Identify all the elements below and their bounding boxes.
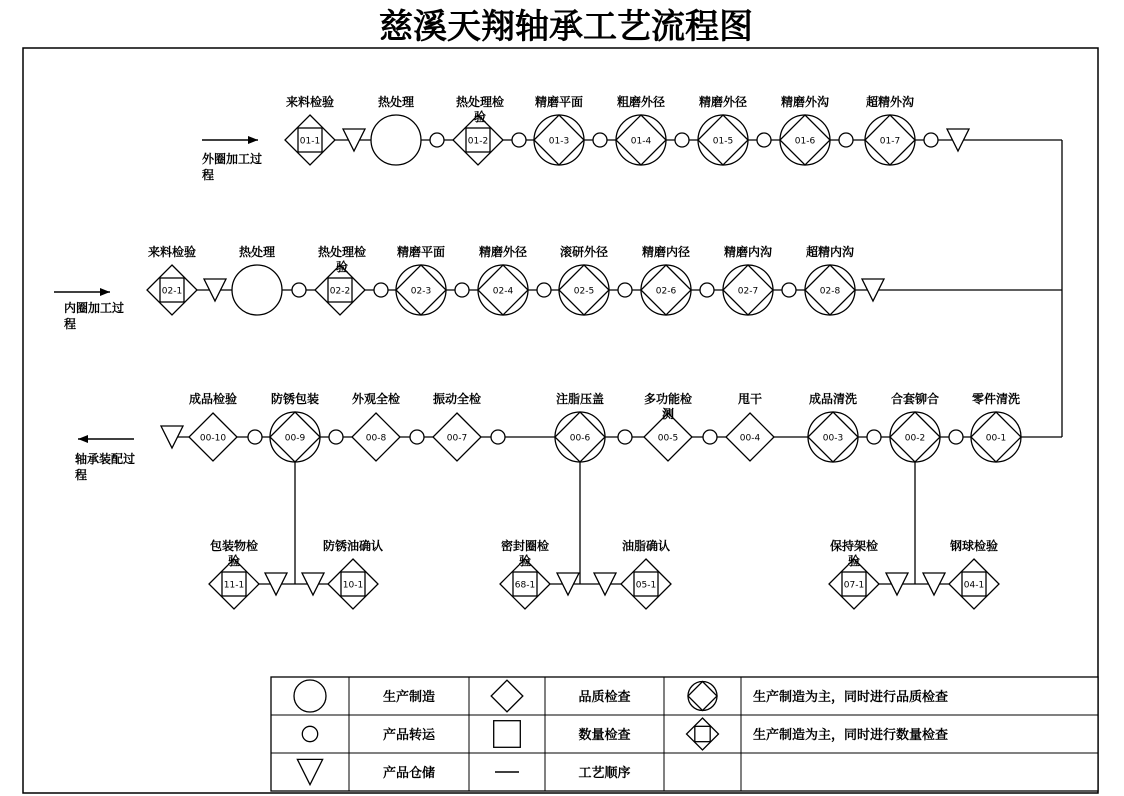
dot-symbol: [700, 283, 714, 297]
node-code: 00-1: [985, 433, 1007, 444]
flow-node-diamond-square: [500, 538, 550, 609]
dot-symbol: [302, 726, 317, 741]
node-label: 精磨外径: [698, 95, 748, 109]
node-label: 保持架检: [829, 539, 879, 553]
circle-symbol: [232, 265, 282, 315]
flow-label: 轴承装配过: [75, 452, 136, 466]
flow-node-dot: [537, 283, 551, 297]
node-label: 防锈油确认: [322, 539, 384, 553]
node-label: 热处理: [377, 95, 415, 109]
node-code: 00-10: [199, 433, 227, 444]
flow-node-circle-diamond: [890, 391, 940, 462]
flow-node-circle-diamond: [616, 94, 666, 165]
flow-node-circle-diamond: [805, 244, 855, 315]
node-label: 防锈包装: [270, 392, 320, 406]
node-label: 验: [227, 554, 241, 568]
dot-symbol: [618, 283, 632, 297]
node-label: 精磨平面: [534, 95, 584, 109]
node-label: 零件清洗: [971, 392, 1021, 406]
node-label: 测: [661, 407, 675, 421]
node-label: 精磨内径: [641, 245, 691, 259]
legend-label: 数量检查: [578, 728, 631, 743]
flow-node-dot: [512, 133, 526, 147]
flow-node-diamond-square: [315, 244, 367, 315]
node-code: 02-1: [161, 286, 183, 297]
node-label: 密封圈检: [500, 539, 550, 553]
node-code: 00-5: [657, 433, 679, 444]
node-code: 02-3: [410, 286, 432, 297]
flow-node-dot: [867, 430, 881, 444]
node-label: 精磨外径: [478, 245, 528, 259]
flow-node-dot: [374, 283, 388, 297]
flow-node-dot: [618, 430, 632, 444]
node-label: 成品检验: [188, 392, 238, 406]
node-label: 精磨外沟: [780, 95, 830, 109]
flow-node-dot: [491, 430, 505, 444]
node-label: 钢球检验: [949, 539, 999, 553]
node-label: 包装物检: [209, 539, 259, 553]
node-label: 超精内沟: [805, 245, 855, 259]
flow-node-diamond-square: [829, 538, 879, 609]
node-label: 验: [518, 554, 532, 568]
dot-symbol: [329, 430, 343, 444]
dot-symbol: [491, 430, 505, 444]
flow-label: 内圈加工过: [64, 301, 125, 315]
flow-node-dot: [700, 283, 714, 297]
node-label: 精磨内沟: [723, 245, 773, 259]
circle-symbol: [294, 680, 326, 712]
legend-label: 生产制造为主，同时进行品质检查: [753, 690, 949, 705]
flow-node-circle-diamond: [270, 391, 320, 462]
node-code: 01-4: [630, 136, 652, 147]
flow-node-dot: [292, 283, 306, 297]
flow-node-circle-diamond: [396, 244, 446, 315]
flow-node-dot: [430, 133, 444, 147]
node-code: 02-5: [573, 286, 595, 297]
flow-node-dot: [703, 430, 717, 444]
flow-label: 程: [75, 468, 88, 482]
flow-node-dot: [593, 133, 607, 147]
flow-node-diamond-square: [453, 94, 505, 165]
node-code: 00-4: [739, 433, 761, 444]
node-code: 01-3: [548, 136, 570, 147]
node-code: 00-8: [365, 433, 387, 444]
flow-node-diamond-square: [621, 538, 671, 609]
flow-node-diamond: [352, 391, 401, 461]
legend-label: 产品转运: [382, 728, 436, 743]
dot-symbol: [537, 283, 551, 297]
flow-node-circle: [371, 94, 421, 165]
circle-symbol: [371, 115, 421, 165]
dot-symbol: [248, 430, 262, 444]
legend-label: 工艺顺序: [578, 766, 631, 781]
flow-node-dot: [329, 430, 343, 444]
flow-node-dot: [782, 283, 796, 297]
legend-label: 生产制造: [382, 690, 436, 705]
square-symbol: [695, 726, 710, 741]
dot-symbol: [924, 133, 938, 147]
node-label: 油脂确认: [621, 539, 671, 553]
node-code: 00-6: [569, 433, 591, 444]
dot-symbol: [703, 430, 717, 444]
flow-node-diamond: [726, 391, 774, 461]
arrow-head: [248, 136, 258, 144]
node-code: 00-9: [284, 433, 306, 444]
node-label: 滚研外径: [559, 245, 609, 259]
node-label: 验: [473, 110, 487, 124]
flow-node-diamond-square: [147, 244, 197, 315]
node-label: 热处理: [238, 245, 276, 259]
node-code: 02-8: [819, 286, 841, 297]
flow-node-dot: [949, 430, 963, 444]
node-code: 00-2: [904, 433, 926, 444]
node-label: 合套铆合: [890, 392, 940, 406]
node-code: 02-4: [492, 286, 514, 297]
flow-label: 程: [64, 317, 77, 331]
flow-node-diamond: [644, 391, 693, 461]
legend-table: [271, 677, 1098, 791]
dot-symbol: [757, 133, 771, 147]
node-code: 10-1: [342, 580, 364, 591]
node-label: 超精外沟: [865, 95, 915, 109]
node-label: 振动全检: [432, 392, 482, 406]
dot-symbol: [374, 283, 388, 297]
node-label: 多功能检: [643, 392, 693, 406]
node-label: 精磨平面: [396, 245, 446, 259]
flow-node-circle-diamond: [780, 94, 830, 165]
legend-label: 生产制造为主，同时进行数量检查: [753, 728, 949, 743]
flow-label: 外圈加工过: [202, 152, 263, 166]
flow-node-circle-diamond: [641, 244, 691, 315]
node-label: 验: [335, 260, 349, 274]
flow-node-diamond-square: [285, 94, 335, 165]
node-code: 02-7: [737, 286, 759, 297]
flow-node-diamond-square: [209, 538, 259, 609]
node-label: 粗磨外径: [616, 95, 666, 109]
flow-node-diamond: [432, 391, 482, 461]
node-code: 00-7: [446, 433, 468, 444]
flow-node-dot: [248, 430, 262, 444]
flow-direction-label: [75, 435, 135, 482]
node-label: 注脂压盖: [555, 392, 605, 406]
diagram-title: 慈溪天翔轴承工艺流程图: [379, 7, 753, 47]
flow-node-circle-diamond: [534, 94, 584, 165]
node-code: 02-2: [329, 286, 351, 297]
flow-node-dot: [455, 283, 469, 297]
arrow-head: [100, 288, 110, 296]
node-code: 11-1: [223, 580, 245, 591]
dot-symbol: [292, 283, 306, 297]
node-label: 外观全检: [351, 392, 401, 406]
flow-node-dot: [618, 283, 632, 297]
node-label: 来料检验: [147, 245, 197, 259]
dot-symbol: [867, 430, 881, 444]
dot-symbol: [410, 430, 424, 444]
arrow-head: [78, 435, 88, 443]
node-code: 01-1: [299, 136, 321, 147]
legend-label: 品质检查: [578, 690, 631, 705]
flow-node-diamond: [189, 391, 237, 461]
flow-node-dot: [757, 133, 771, 147]
flow-node-diamond-square: [323, 538, 383, 609]
node-code: 00-3: [822, 433, 844, 444]
square-symbol: [494, 721, 521, 748]
node-label: 成品清洗: [808, 392, 858, 406]
flow-node-circle-diamond: [808, 391, 858, 462]
dot-symbol: [839, 133, 853, 147]
flow-node-circle-diamond: [555, 391, 605, 462]
flow-node-circle-diamond: [971, 391, 1021, 462]
node-label: 甩干: [737, 392, 763, 406]
flow-direction-label: [54, 288, 124, 331]
flow-node-dot: [675, 133, 689, 147]
dot-symbol: [782, 283, 796, 297]
node-code: 02-6: [655, 286, 677, 297]
flow-node-circle-diamond: [865, 94, 915, 165]
node-code: 01-6: [794, 136, 816, 147]
dot-symbol: [512, 133, 526, 147]
dot-symbol: [618, 430, 632, 444]
flow-node-circle-diamond: [559, 244, 609, 315]
node-code: 01-2: [467, 136, 489, 147]
flow-node-circle-diamond: [698, 94, 748, 165]
node-code: 01-7: [879, 136, 901, 147]
dot-symbol: [455, 283, 469, 297]
node-code: 68-1: [514, 580, 536, 591]
node-label: 热处理检: [317, 245, 367, 259]
node-code: 04-1: [963, 580, 985, 591]
dot-symbol: [430, 133, 444, 147]
flow-label: 程: [202, 168, 215, 182]
legend-label: 产品仓储: [382, 766, 436, 781]
flow-node-circle-diamond: [478, 244, 528, 315]
flow-node-dot: [410, 430, 424, 444]
flow-node-circle-diamond: [723, 244, 773, 315]
dot-symbol: [675, 133, 689, 147]
flow-node-dot: [924, 133, 938, 147]
node-label: 验: [847, 554, 861, 568]
node-code: 01-5: [712, 136, 734, 147]
flow-direction-label: [202, 136, 262, 182]
flow-node-dot: [839, 133, 853, 147]
node-code: 07-1: [843, 580, 865, 591]
node-label: 热处理检: [455, 95, 505, 109]
node-label: 来料检验: [285, 95, 335, 109]
dot-symbol: [949, 430, 963, 444]
flow-node-circle: [232, 244, 282, 315]
dot-symbol: [593, 133, 607, 147]
node-code: 05-1: [635, 580, 657, 591]
flow-node-diamond-square: [949, 538, 999, 609]
